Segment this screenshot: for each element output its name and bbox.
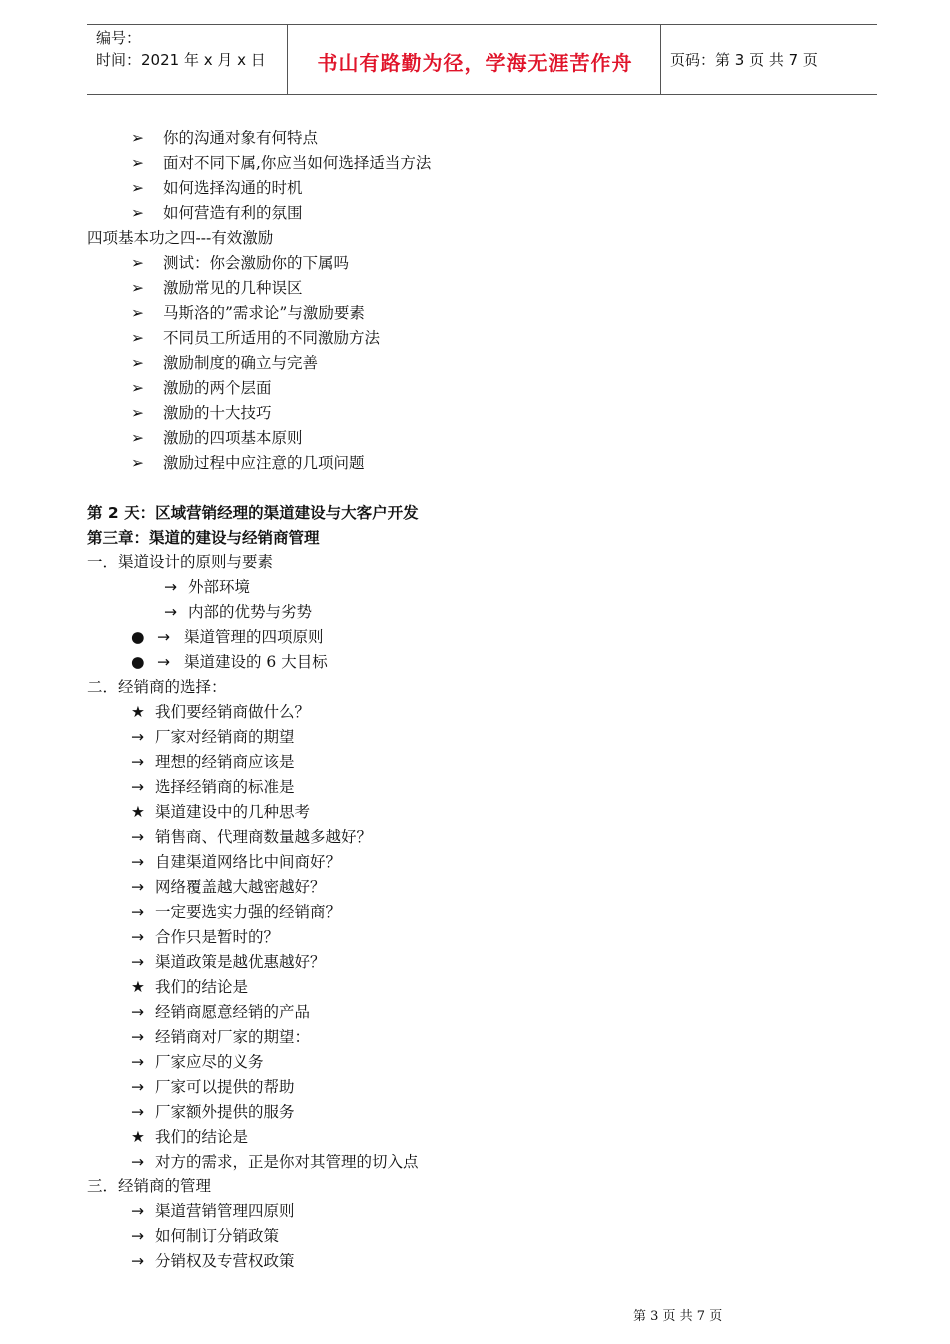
- header-meta: [96, 27, 266, 71]
- right-arrow-icon: →: [131, 1153, 144, 1171]
- list-item: 激励制度的确立与完善: [163, 354, 319, 372]
- list-item: 如何制订分销政策: [155, 1227, 280, 1245]
- list-item: 如何营造有利的氛围: [163, 204, 303, 222]
- page-footer: 第 3 页 共 7 页: [633, 1309, 723, 1324]
- star-bullet-icon: ★: [131, 978, 145, 996]
- arrowhead-bullet-icon: ➢: [131, 254, 144, 272]
- list-item: 激励的两个层面: [163, 379, 272, 397]
- right-arrow-icon: →: [131, 1227, 144, 1245]
- list-item: 厂家额外提供的服务: [155, 1103, 295, 1121]
- list-item: 激励的四项基本原则: [163, 429, 303, 447]
- list-item: 销售商、代理商数量越多越好？: [155, 828, 373, 846]
- right-arrow-icon: →: [131, 778, 144, 796]
- list-item: 厂家应尽的义务: [155, 1053, 264, 1071]
- right-arrow-icon: →: [131, 1053, 144, 1071]
- right-arrow-icon: →: [131, 1202, 144, 1220]
- dot-bullet-icon: ●: [131, 628, 145, 646]
- list-item: 内部的优势与劣势: [188, 603, 313, 621]
- list-item: 激励常见的几种误区: [163, 279, 303, 297]
- header-page-number: 页码：第 3 页 共 7 页: [670, 51, 818, 69]
- list-item: 厂家可以提供的帮助: [155, 1078, 295, 1096]
- document-time-label: 时间：2021 年 x 月 x 日: [96, 51, 266, 69]
- right-arrow-icon: →: [164, 603, 177, 621]
- list-item: 网络覆盖越大越密越好？: [155, 878, 326, 896]
- list-item: 渠道政策是越优惠越好？: [155, 953, 326, 971]
- arrowhead-bullet-icon: ➢: [131, 179, 144, 197]
- right-arrow-icon: →: [131, 928, 144, 946]
- list-item: 理想的经销商应该是: [155, 753, 295, 771]
- list-item: 合作只是暂时的？: [155, 928, 280, 946]
- outline-heading: 四项基本功之四---有效激励: [87, 229, 274, 247]
- list-item: 渠道建设中的几种思考: [155, 803, 311, 821]
- right-arrow-icon: →: [131, 753, 144, 771]
- star-bullet-icon: ★: [131, 703, 145, 721]
- document-number-label: 编号：: [96, 29, 142, 47]
- arrowhead-bullet-icon: ➢: [131, 429, 144, 447]
- list-item: 自建渠道网络比中间商好？: [155, 853, 342, 871]
- right-arrow-icon: →: [131, 953, 144, 971]
- star-bullet-icon: ★: [131, 803, 145, 821]
- arrowhead-bullet-icon: ➢: [131, 204, 144, 222]
- right-arrow-icon: →: [131, 828, 144, 846]
- right-arrow-icon: →: [157, 628, 170, 646]
- arrowhead-bullet-icon: ➢: [131, 379, 144, 397]
- star-bullet-icon: ★: [131, 1128, 145, 1146]
- header-divider: [660, 25, 661, 94]
- right-arrow-icon: →: [131, 853, 144, 871]
- right-arrow-icon: →: [164, 578, 177, 596]
- list-item: 不同员工所适用的不同激励方法: [163, 329, 381, 347]
- right-arrow-icon: →: [131, 1103, 144, 1121]
- dot-bullet-icon: ●: [131, 653, 145, 671]
- list-item: 面对不同下属,你应当如何选择适当方法: [163, 154, 432, 172]
- list-item: 渠道建设的 6 大目标: [184, 653, 328, 671]
- arrowhead-bullet-icon: ➢: [131, 454, 144, 472]
- list-item: 测试：你会激励你的下属吗: [163, 254, 350, 272]
- list-item: 你的沟通对象有何特点: [163, 129, 319, 147]
- list-item: 外部环境: [188, 578, 251, 596]
- right-arrow-icon: →: [131, 728, 144, 746]
- list-item: 我们要经销商做什么？: [155, 703, 311, 721]
- right-arrow-icon: →: [131, 878, 144, 896]
- section-heading: 第三章：渠道的建设与经销商管理: [87, 529, 320, 547]
- right-arrow-icon: →: [131, 1252, 144, 1270]
- page-header: [87, 24, 877, 95]
- outline-heading: 二．经销商的选择：: [87, 678, 227, 696]
- outline-heading: 三．经销商的管理: [87, 1177, 212, 1195]
- header-motto: 书山有路勤为径，学海无涯苦作舟: [317, 51, 633, 75]
- list-item: 选择经销商的标准是: [155, 778, 295, 796]
- list-item: 我们的结论是: [155, 978, 249, 996]
- header-divider: [287, 25, 288, 94]
- list-item: 厂家对经销商的期望: [155, 728, 295, 746]
- arrowhead-bullet-icon: ➢: [131, 329, 144, 347]
- list-item: 一定要选实力强的经销商？: [155, 903, 342, 921]
- right-arrow-icon: →: [157, 653, 170, 671]
- list-item: 渠道营销管理四原则: [155, 1202, 295, 1220]
- list-item: 如何选择沟通的时机: [163, 179, 303, 197]
- arrowhead-bullet-icon: ➢: [131, 404, 144, 422]
- arrowhead-bullet-icon: ➢: [131, 304, 144, 322]
- list-item: 激励的十大技巧: [163, 404, 272, 422]
- arrowhead-bullet-icon: ➢: [131, 154, 144, 172]
- section-heading: 第 2 天：区域营销经理的渠道建设与大客户开发: [87, 504, 419, 522]
- right-arrow-icon: →: [131, 1078, 144, 1096]
- arrowhead-bullet-icon: ➢: [131, 279, 144, 297]
- list-item: 分销权及专营权政策: [155, 1252, 295, 1270]
- right-arrow-icon: →: [131, 1003, 144, 1021]
- outline-heading: 一．渠道设计的原则与要素: [87, 553, 274, 571]
- list-item: 渠道管理的四项原则: [184, 628, 324, 646]
- list-item: 经销商愿意经销的产品: [155, 1003, 311, 1021]
- list-item: 经销商对厂家的期望：: [155, 1028, 311, 1046]
- list-item: 我们的结论是: [155, 1128, 249, 1146]
- list-item: 对方的需求，正是你对其管理的切入点: [155, 1153, 419, 1171]
- arrowhead-bullet-icon: ➢: [131, 354, 144, 372]
- list-item: 激励过程中应注意的几项问题: [163, 454, 365, 472]
- right-arrow-icon: →: [131, 903, 144, 921]
- right-arrow-icon: →: [131, 1028, 144, 1046]
- list-item: 马斯洛的”需求论”与激励要素: [163, 304, 365, 322]
- arrowhead-bullet-icon: ➢: [131, 129, 144, 147]
